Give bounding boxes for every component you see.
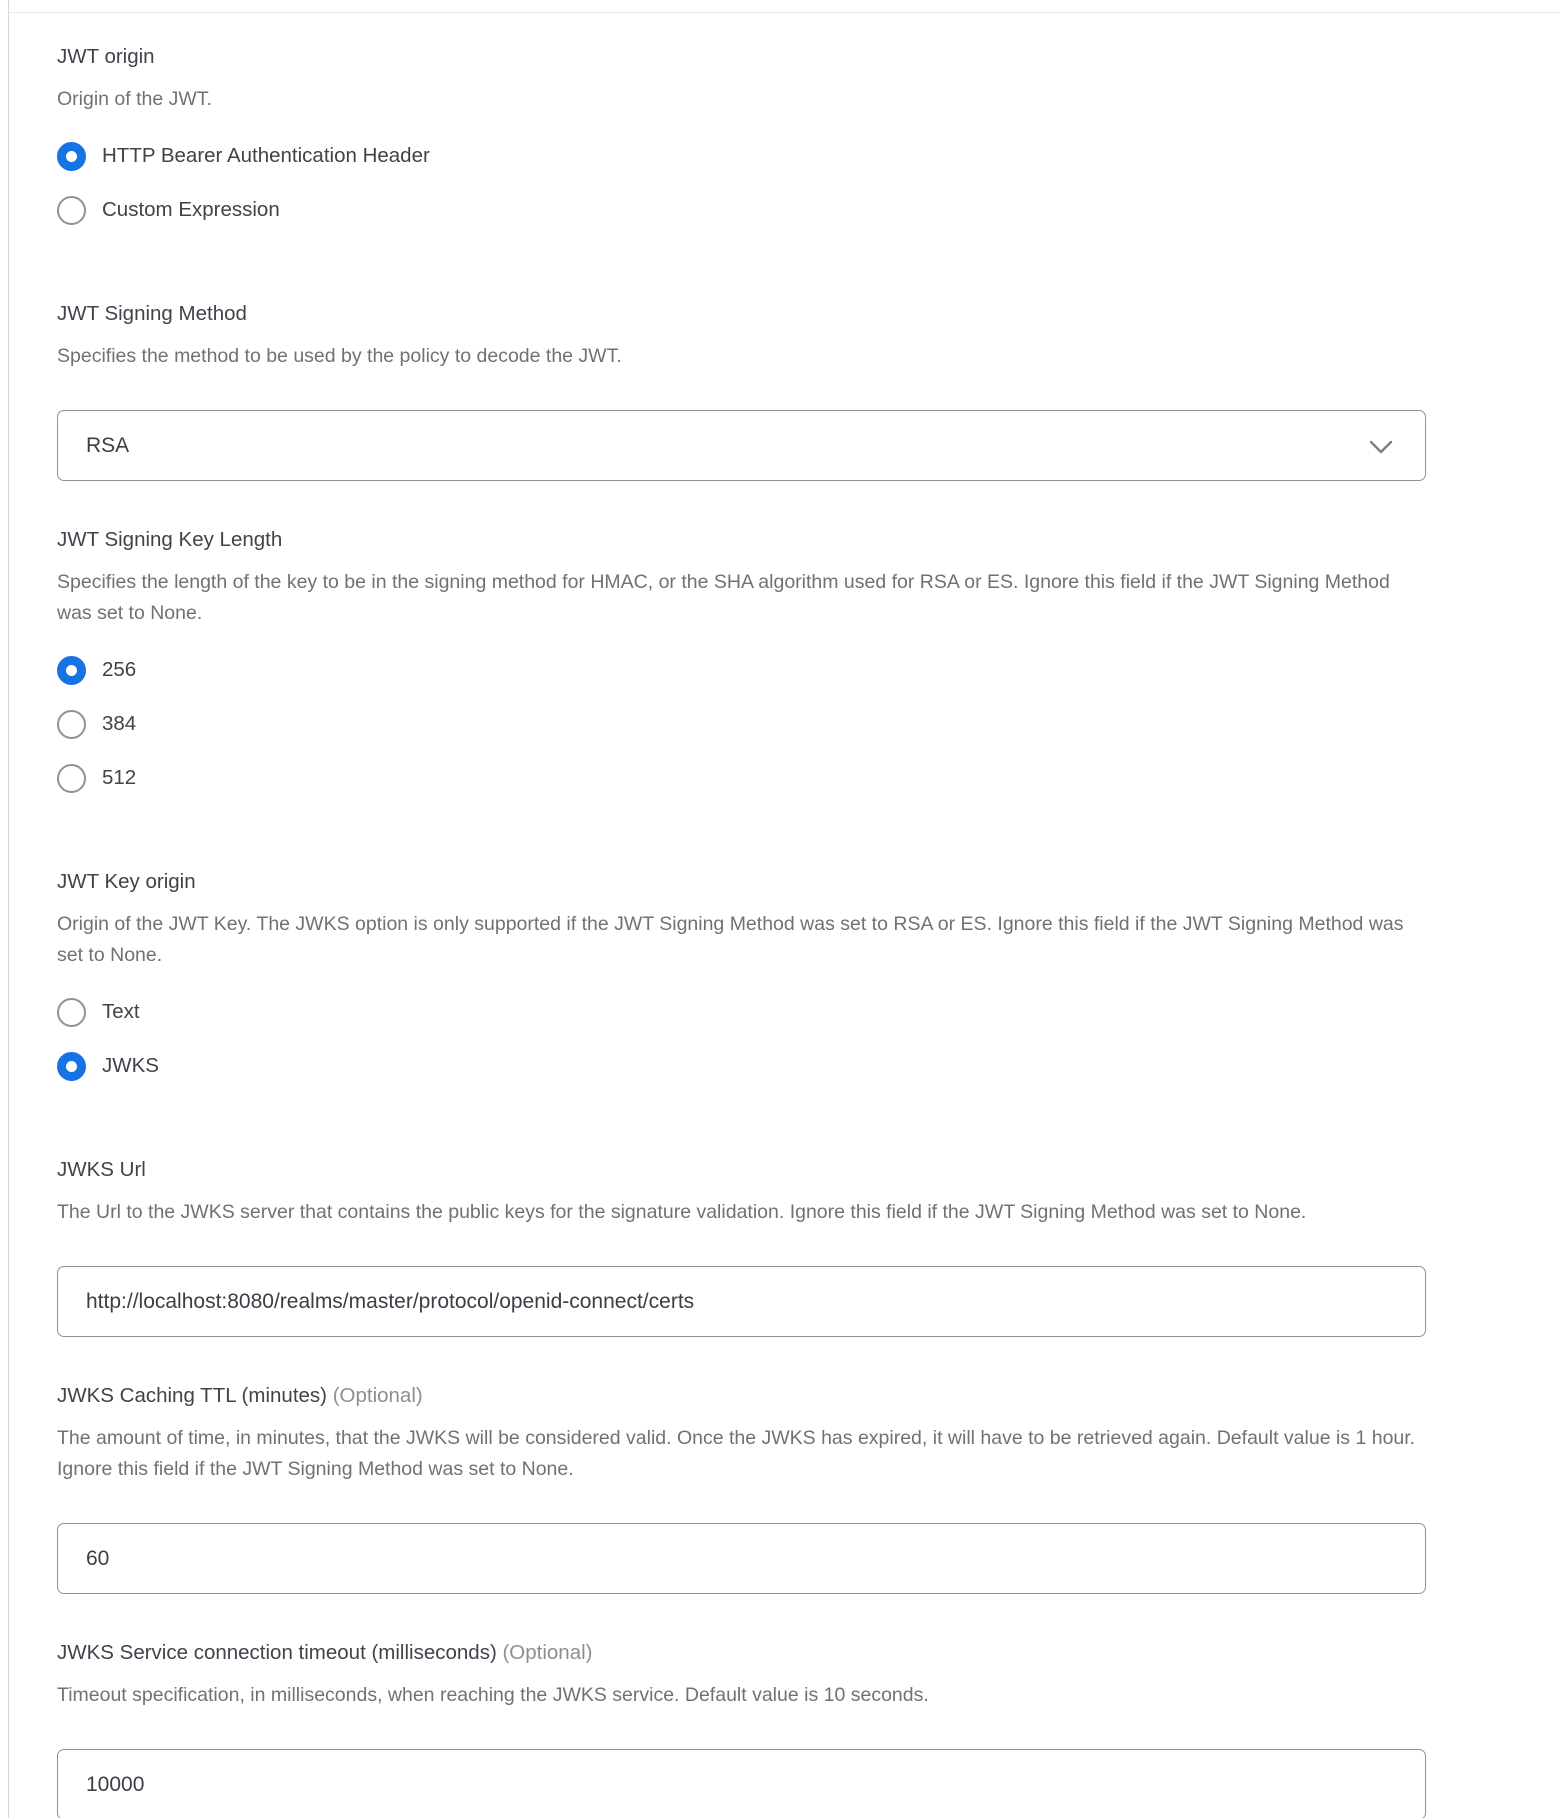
jwt-signing-method-description: Specifies the method to be used by the policy to decode the JWT. [57, 345, 622, 367]
radio-option-label: Text [102, 1000, 140, 1023]
optional-tag: (Optional) [502, 1641, 593, 1664]
optional-tag: (Optional) [332, 1384, 423, 1407]
radio-option-384[interactable] [57, 709, 1426, 739]
field-jwt-origin [57, 44, 1426, 225]
field-jwt-signing-key-length [57, 527, 1426, 793]
radio-button-icon[interactable] [57, 196, 86, 225]
radio-option-label: Custom Expression [102, 198, 280, 221]
radio-button-icon[interactable] [57, 142, 86, 171]
jwks-url-input[interactable] [57, 1266, 1426, 1337]
form-content [9, 0, 1429, 1818]
radio-option-label: HTTP Bearer Authentication Header [102, 144, 430, 167]
field-jwks-connection-timeout [57, 1640, 1426, 1818]
radio-button-icon[interactable] [57, 1052, 86, 1081]
radio-button-icon[interactable] [57, 656, 86, 685]
key-length-radio-group [57, 655, 1426, 793]
jwt-signing-key-length-label: JWT Signing Key Length [57, 528, 283, 551]
jwks-connection-timeout-description: Timeout specification, in milliseconds, when reaching the JWKS service. Default value is 10 seconds. [57, 1684, 929, 1706]
jwks-connection-timeout-label [57, 1640, 1426, 1666]
jwks-caching-ttl-description: The amount of time, in minutes, that the JWKS will be considered valid. Once the JWKS has expired, it will have to be retrieved again. Default value is 1 hour. Ignore this field if the JWT Signing Method was set to None. [57, 1427, 1416, 1480]
radio-option-512[interactable] [57, 763, 1426, 793]
radio-option-custom-expression[interactable] [57, 195, 1426, 225]
chevron-down-icon [1369, 440, 1393, 454]
jwt-key-origin-description: Origin of the JWT Key. The JWKS option is only supported if the JWT Signing Method was set to RSA or ES. Ignore this field if the JWT Signing Method was set to None. [57, 913, 1404, 966]
field-jwks-caching-ttl [57, 1383, 1426, 1594]
label-text: JWKS Service connection timeout (milliseconds) [57, 1641, 497, 1664]
jwks-url-label: JWKS Url [57, 1158, 146, 1181]
jwt-signing-method-select[interactable] [57, 410, 1426, 481]
jwt-origin-description: Origin of the JWT. [57, 88, 212, 110]
field-jwt-key-origin [57, 869, 1426, 1081]
jwt-signing-method-label: JWT Signing Method [57, 302, 247, 325]
jwt-signing-key-length-description: Specifies the length of the key to be in the signing method for HMAC, or the SHA algorithm used for RSA or ES. Ignore this field if the JWT Signing Method was set to None. [57, 571, 1390, 624]
radio-option-label: 384 [102, 712, 137, 735]
key-origin-radio-group [57, 997, 1426, 1081]
radio-option-jwks[interactable] [57, 1051, 1426, 1081]
jwt-origin-radio-group [57, 141, 1426, 225]
jwks-caching-ttl-input[interactable] [57, 1523, 1426, 1594]
radio-button-icon[interactable] [57, 764, 86, 793]
field-jwt-signing-method [57, 301, 1426, 481]
radio-button-icon[interactable] [57, 998, 86, 1027]
radio-option-label: 256 [102, 658, 137, 681]
jwks-url-description: The Url to the JWKS server that contains the public keys for the signature validation. Ignore this field if the JWT Signing Method was set to None. [57, 1201, 1307, 1223]
radio-option-label: 512 [102, 766, 137, 789]
select-value: RSA [86, 433, 130, 457]
radio-option-256[interactable] [57, 655, 1426, 685]
radio-option-text[interactable] [57, 997, 1426, 1027]
radio-option-http-bearer[interactable] [57, 141, 1426, 171]
policy-config-panel [8, 0, 1560, 1818]
jwt-key-origin-label: JWT Key origin [57, 870, 196, 893]
label-text: JWKS Caching TTL (minutes) [57, 1384, 327, 1407]
field-jwks-url [57, 1157, 1426, 1337]
radio-option-label: JWKS [102, 1054, 159, 1077]
jwks-caching-ttl-label [57, 1383, 1426, 1409]
jwt-origin-label: JWT origin [57, 45, 155, 68]
radio-button-icon[interactable] [57, 710, 86, 739]
jwks-connection-timeout-input[interactable] [57, 1749, 1426, 1818]
